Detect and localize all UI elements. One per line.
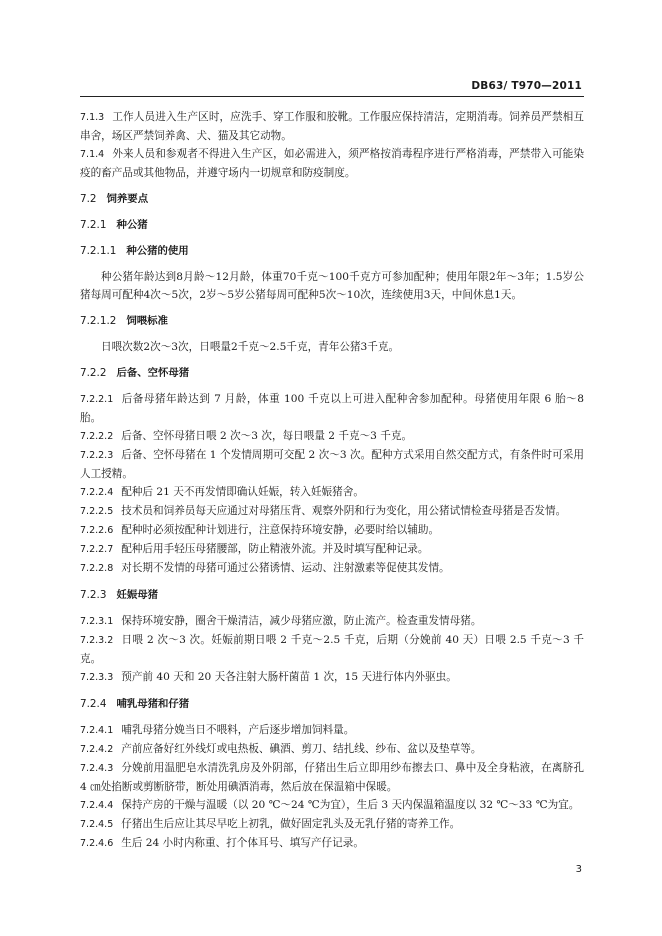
clause-7-2-2-3: 7.2.2.3 后备、空怀母猪在 1 个发情周期可交配 2 次～3 次。配种方式采用自然交配方式，有条件时可采用人工授精。	[80, 449, 584, 480]
clause-7-2-2-5: 7.2.2.5 技术员和饲养员每天应通过对母猪压背、观察外阴和行为变化，用公猪试情检查母猪是否发情。	[80, 505, 567, 517]
paragraph-7-2-1-1: 种公猪年龄达到8月龄～12月龄，体重70千克～100千克方可参加配种；使用年限2年～3年；1.5岁公猪每周可配种4次～5次，2岁～5岁公猪每周可配种5次～10次，连续使用3天，中间休息1天。	[80, 271, 584, 301]
header-rule	[80, 96, 584, 97]
clause-7-2-2-7: 7.2.2.7 配种后用手轻压母猪腰部，防止精液外流。并及时填写配种记录。	[80, 543, 429, 555]
clause-7-1-4	[80, 145, 584, 182]
clause-7-2-3-1: 7.2.3.1 保持环境安静，圈舍干燥清洁，减少母猪应激，防止流产。检查重发情母猪。	[80, 615, 482, 627]
heading-7-2-4: 7.2.4 哺乳母猪和仔猪	[80, 698, 190, 710]
clause-number: 7.1.3	[80, 112, 105, 123]
clause-7-2-4-5: 7.2.4.5 仔猪出生后应让其尽早吃上初乳，做好固定乳头及无乳仔猪的寄养工作。	[80, 818, 461, 830]
clause-7-2-4-3: 7.2.4.3 分娩前用温肥皂水清洗乳房及外阴部，仔猪出生后立即用纱布擦去口、鼻中及全身粘液，在离脐孔 4 ㎝处掐断或剪断脐带，断处用碘酒消毒，然后放在保温箱中保暖。	[80, 762, 584, 793]
clause-7-2-2-8: 7.2.2.8 对长期不发情的母猪可通过公猪诱情、运动、注射激素等促使其发情。	[80, 562, 450, 574]
clause-text: 外来人员和参观者不得进入生产区，如必需进入，须严格按消毒程序进行严格消毒，严禁带入可能染疫的畜产品或其他物品，并遵守场内一切规章和防疫制度。	[80, 148, 584, 179]
heading-7-2: 7.2 饲养要点	[80, 193, 149, 205]
page-number: 3	[575, 864, 582, 875]
heading-7-2-2: 7.2.2 后备、空怀母猪	[80, 367, 190, 379]
clause-7-2-2-6: 7.2.2.6 配种时必须按配种计划进行，注意保持环境安静，必要时给以辅助。	[80, 524, 440, 536]
clause-7-2-3-3: 7.2.3.3 预产前 40 天和 20 天各注射大肠杆菌苗 1 次，15 天进行体内外驱虫。	[80, 671, 457, 683]
clause-7-2-4-6: 7.2.4.6 生后 24 小时内称重、打个体耳号、填写产仔记录。	[80, 837, 364, 849]
clause-7-2-2-2: 7.2.2.2 后备、空怀母猪日喂 2 次～3 次，每日喂量 2 千克～3 千克。	[80, 430, 413, 442]
clause-number: 7.1.4	[80, 149, 105, 160]
heading-7-2-1: 7.2.1 种公猪	[80, 219, 148, 231]
clause-7-2-4-2: 7.2.4.2 产前应备好红外线灯或电热板、碘酒、剪刀、结扎线、纱布、盆以及垫草等。	[80, 743, 482, 755]
clause-7-1-3	[80, 108, 584, 145]
heading-7-2-3: 7.2.3 妊娠母猪	[80, 589, 159, 601]
clause-7-2-2-4: 7.2.2.4 配种后 21 天不再发情即确认妊娠，转入妊娠猪舍。	[80, 486, 364, 498]
clause-7-2-2-1: 7.2.2.1 后备母猪年龄达到 7 月龄，体重 100 千克以上可进入配种舍参加配种。母猪使用年限 6 胎～8 胎。	[80, 393, 584, 424]
clause-7-2-4-4: 7.2.4.4 保持产房的干燥与温暖（以 20 ℃～24 ℃为宜），生后 3 天内保温箱温度以 32 ℃～33 ℃为宜。	[80, 799, 580, 811]
document-code: DB63/ T970—2011	[471, 80, 582, 92]
heading-7-2-1-1: 7.2.1.1 种公猪的使用	[80, 245, 189, 257]
clause-7-2-4-1: 7.2.4.1 哺乳母猪分娩当日不喂料，产后逐步增加饲料量。	[80, 724, 355, 736]
heading-7-2-1-2: 7.2.1.2 饲喂标准	[80, 315, 168, 327]
page-body	[80, 108, 584, 853]
clause-text: 工作人员进入生产区时，应洗手、穿工作服和胶靴。工作服应保持清洁，定期消毒。饲养员严禁相互串舍，场区严禁饲养禽、犬、猫及其它动物。	[80, 111, 584, 142]
paragraph-7-2-1-2: 日喂次数2次～3次，日喂量2千克～2.5千克，青年公猪3千克。	[101, 341, 400, 353]
clause-7-2-3-2: 7.2.3.2 日喂 2 次～3 次。妊娠前期日喂 2 千克～2.5 千克，后期（分娩前 40 天）日喂 2.5 千克～3 千克。	[80, 634, 584, 665]
